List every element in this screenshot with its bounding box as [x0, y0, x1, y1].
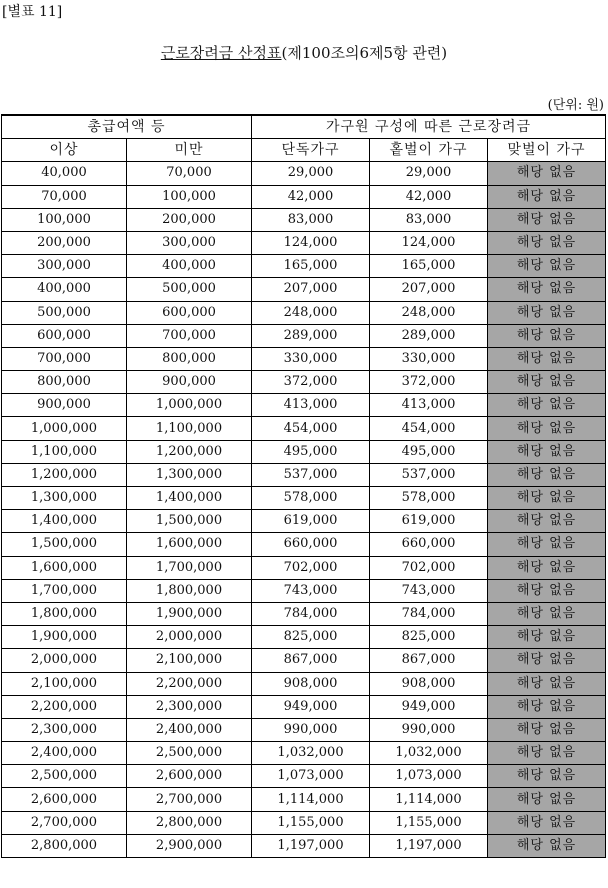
not-applicable-cell: 해당 없음	[488, 463, 606, 486]
table-cell: 743,000	[252, 579, 370, 602]
table-cell: 619,000	[252, 510, 370, 533]
table-row	[2, 742, 606, 765]
table-row	[2, 255, 606, 278]
table-cell: 900,000	[127, 371, 252, 394]
table-cell: 1,200,000	[2, 463, 127, 486]
table-cell: 300,000	[127, 231, 252, 254]
table-cell: 619,000	[370, 510, 488, 533]
table-cell: 1,032,000	[252, 742, 370, 765]
table-cell: 1,400,000	[127, 487, 252, 510]
table-row	[2, 533, 606, 556]
table-body	[2, 162, 606, 858]
table-cell: 372,000	[370, 371, 488, 394]
table-cell: 1,073,000	[370, 765, 488, 788]
annex-tag: [별표 11]	[2, 4, 63, 20]
table-cell: 1,300,000	[127, 463, 252, 486]
table-row	[2, 718, 606, 741]
table-cell: 165,000	[370, 255, 488, 278]
table-cell: 2,800,000	[2, 834, 127, 857]
not-applicable-cell: 해당 없음	[488, 834, 606, 857]
table-row	[2, 556, 606, 579]
not-applicable-cell: 해당 없음	[488, 162, 606, 185]
not-applicable-cell: 해당 없음	[488, 324, 606, 347]
not-applicable-cell: 해당 없음	[488, 371, 606, 394]
title-ref: (제100조의6제5항 관련)	[281, 44, 448, 62]
col-header-single-earner: 홑벌이 가구	[370, 139, 488, 162]
table-cell: 867,000	[252, 649, 370, 672]
table-cell: 124,000	[370, 231, 488, 254]
table-column-header-row	[2, 139, 606, 162]
table-cell: 29,000	[252, 162, 370, 185]
not-applicable-cell: 해당 없음	[488, 510, 606, 533]
table-cell: 330,000	[252, 347, 370, 370]
table-row	[2, 208, 606, 231]
table-cell: 1,800,000	[127, 579, 252, 602]
table-cell: 1,197,000	[252, 834, 370, 857]
table-cell: 100,000	[2, 208, 127, 231]
table-cell: 660,000	[252, 533, 370, 556]
table-cell: 2,600,000	[2, 788, 127, 811]
not-applicable-cell: 해당 없음	[488, 788, 606, 811]
table-cell: 2,800,000	[127, 811, 252, 834]
table-cell: 400,000	[127, 255, 252, 278]
table-cell: 413,000	[370, 394, 488, 417]
table-row	[2, 394, 606, 417]
table-row	[2, 278, 606, 301]
table-cell: 454,000	[370, 417, 488, 440]
table-cell: 908,000	[252, 672, 370, 695]
table-cell: 100,000	[127, 185, 252, 208]
not-applicable-cell: 해당 없음	[488, 811, 606, 834]
table-row	[2, 487, 606, 510]
table-cell: 454,000	[252, 417, 370, 440]
table-cell: 800,000	[127, 347, 252, 370]
table-cell: 784,000	[370, 602, 488, 625]
page-title	[0, 42, 608, 63]
table-cell: 495,000	[370, 440, 488, 463]
table-cell: 1,600,000	[127, 533, 252, 556]
table-cell: 500,000	[2, 301, 127, 324]
not-applicable-cell: 해당 없음	[488, 394, 606, 417]
not-applicable-cell: 해당 없음	[488, 579, 606, 602]
table-cell: 42,000	[252, 185, 370, 208]
table-row	[2, 834, 606, 857]
table-cell: 1,600,000	[2, 556, 127, 579]
col-header-single: 단독가구	[252, 139, 370, 162]
table-cell: 40,000	[2, 162, 127, 185]
table-cell: 537,000	[370, 463, 488, 486]
table-cell: 1,900,000	[2, 626, 127, 649]
not-applicable-cell: 해당 없음	[488, 718, 606, 741]
table-cell: 2,700,000	[127, 788, 252, 811]
table-cell: 1,400,000	[2, 510, 127, 533]
table-cell: 289,000	[252, 324, 370, 347]
table-cell: 700,000	[127, 324, 252, 347]
table-cell: 1,800,000	[2, 602, 127, 625]
table-cell: 2,900,000	[127, 834, 252, 857]
not-applicable-cell: 해당 없음	[488, 556, 606, 579]
not-applicable-cell: 해당 없음	[488, 255, 606, 278]
table-row	[2, 695, 606, 718]
table-cell: 289,000	[370, 324, 488, 347]
table-row	[2, 324, 606, 347]
col-header-max: 미만	[127, 139, 252, 162]
table-cell: 2,500,000	[2, 765, 127, 788]
table-cell: 83,000	[252, 208, 370, 231]
table-group-header-row	[2, 115, 606, 139]
table-cell: 949,000	[370, 695, 488, 718]
not-applicable-cell: 해당 없음	[488, 765, 606, 788]
table-cell: 248,000	[252, 301, 370, 324]
table-row	[2, 371, 606, 394]
table-row	[2, 463, 606, 486]
table-cell: 578,000	[252, 487, 370, 510]
not-applicable-cell: 해당 없음	[488, 301, 606, 324]
table-cell: 248,000	[370, 301, 488, 324]
table-row	[2, 672, 606, 695]
table-cell: 2,100,000	[127, 649, 252, 672]
table-cell: 2,600,000	[127, 765, 252, 788]
table-cell: 1,155,000	[370, 811, 488, 834]
table-cell: 200,000	[127, 208, 252, 231]
table-cell: 495,000	[252, 440, 370, 463]
incentive-table	[1, 114, 606, 858]
table-cell: 330,000	[370, 347, 488, 370]
table-cell: 990,000	[370, 718, 488, 741]
table-cell: 1,900,000	[127, 602, 252, 625]
table-row	[2, 811, 606, 834]
not-applicable-cell: 해당 없음	[488, 742, 606, 765]
table-cell: 1,000,000	[2, 417, 127, 440]
table-row	[2, 626, 606, 649]
group-header-household: 가구원 구성에 따른 근로장려금	[252, 115, 606, 139]
table-cell: 702,000	[252, 556, 370, 579]
not-applicable-cell: 해당 없음	[488, 533, 606, 556]
table-cell: 600,000	[2, 324, 127, 347]
table-row	[2, 602, 606, 625]
table-cell: 900,000	[2, 394, 127, 417]
table-cell: 300,000	[2, 255, 127, 278]
table-cell: 1,300,000	[2, 487, 127, 510]
table-row	[2, 510, 606, 533]
table-cell: 1,197,000	[370, 834, 488, 857]
table-cell: 1,500,000	[2, 533, 127, 556]
table-row	[2, 185, 606, 208]
table-cell: 83,000	[370, 208, 488, 231]
table-cell: 70,000	[127, 162, 252, 185]
table-row	[2, 788, 606, 811]
col-header-dual-earner: 맞벌이 가구	[488, 139, 606, 162]
table-row	[2, 231, 606, 254]
table-cell: 1,073,000	[252, 765, 370, 788]
table-cell: 2,000,000	[2, 649, 127, 672]
table-row	[2, 579, 606, 602]
table-cell: 207,000	[252, 278, 370, 301]
table-row	[2, 440, 606, 463]
table-cell: 2,400,000	[127, 718, 252, 741]
table-row	[2, 301, 606, 324]
not-applicable-cell: 해당 없음	[488, 487, 606, 510]
not-applicable-cell: 해당 없음	[488, 649, 606, 672]
table-cell: 29,000	[370, 162, 488, 185]
table-cell: 1,000,000	[127, 394, 252, 417]
table-cell: 124,000	[252, 231, 370, 254]
not-applicable-cell: 해당 없음	[488, 208, 606, 231]
table-cell: 42,000	[370, 185, 488, 208]
table-cell: 165,000	[252, 255, 370, 278]
table-cell: 2,000,000	[127, 626, 252, 649]
table-cell: 200,000	[2, 231, 127, 254]
table-cell: 1,114,000	[370, 788, 488, 811]
table-cell: 537,000	[252, 463, 370, 486]
table-cell: 2,300,000	[127, 695, 252, 718]
table-cell: 1,500,000	[127, 510, 252, 533]
table-row	[2, 649, 606, 672]
not-applicable-cell: 해당 없음	[488, 278, 606, 301]
table-cell: 784,000	[252, 602, 370, 625]
table-cell: 70,000	[2, 185, 127, 208]
table-cell: 990,000	[252, 718, 370, 741]
table-cell: 1,100,000	[2, 440, 127, 463]
table-cell: 825,000	[252, 626, 370, 649]
table-cell: 825,000	[370, 626, 488, 649]
table-row	[2, 162, 606, 185]
table-cell: 1,700,000	[127, 556, 252, 579]
not-applicable-cell: 해당 없음	[488, 672, 606, 695]
table-cell: 1,032,000	[370, 742, 488, 765]
table-cell: 400,000	[2, 278, 127, 301]
table-cell: 2,400,000	[2, 742, 127, 765]
not-applicable-cell: 해당 없음	[488, 695, 606, 718]
group-header-income: 총급여액 등	[2, 115, 252, 139]
table-cell: 700,000	[2, 347, 127, 370]
not-applicable-cell: 해당 없음	[488, 440, 606, 463]
title-main: 근로장려금 산정표	[160, 44, 282, 62]
table-cell: 743,000	[370, 579, 488, 602]
table-cell: 2,200,000	[2, 695, 127, 718]
not-applicable-cell: 해당 없음	[488, 417, 606, 440]
not-applicable-cell: 해당 없음	[488, 626, 606, 649]
table-cell: 578,000	[370, 487, 488, 510]
table-cell: 2,100,000	[2, 672, 127, 695]
table-cell: 908,000	[370, 672, 488, 695]
table-cell: 660,000	[370, 533, 488, 556]
table-cell: 1,155,000	[252, 811, 370, 834]
not-applicable-cell: 해당 없음	[488, 231, 606, 254]
table-cell: 2,300,000	[2, 718, 127, 741]
table-cell: 1,700,000	[2, 579, 127, 602]
table-cell: 500,000	[127, 278, 252, 301]
table-cell: 2,200,000	[127, 672, 252, 695]
col-header-min: 이상	[2, 139, 127, 162]
table-cell: 949,000	[252, 695, 370, 718]
table-cell: 600,000	[127, 301, 252, 324]
table-cell: 800,000	[2, 371, 127, 394]
table-cell: 1,200,000	[127, 440, 252, 463]
unit-label: (단위: 원)	[547, 98, 604, 113]
table-cell: 2,700,000	[2, 811, 127, 834]
table-cell: 1,114,000	[252, 788, 370, 811]
table-cell: 413,000	[252, 394, 370, 417]
not-applicable-cell: 해당 없음	[488, 185, 606, 208]
table-row	[2, 347, 606, 370]
table-cell: 2,500,000	[127, 742, 252, 765]
table-cell: 1,100,000	[127, 417, 252, 440]
table-row	[2, 765, 606, 788]
table-cell: 372,000	[252, 371, 370, 394]
table-row	[2, 417, 606, 440]
not-applicable-cell: 해당 없음	[488, 602, 606, 625]
not-applicable-cell: 해당 없음	[488, 347, 606, 370]
table-cell: 207,000	[370, 278, 488, 301]
table-cell: 702,000	[370, 556, 488, 579]
table-cell: 867,000	[370, 649, 488, 672]
